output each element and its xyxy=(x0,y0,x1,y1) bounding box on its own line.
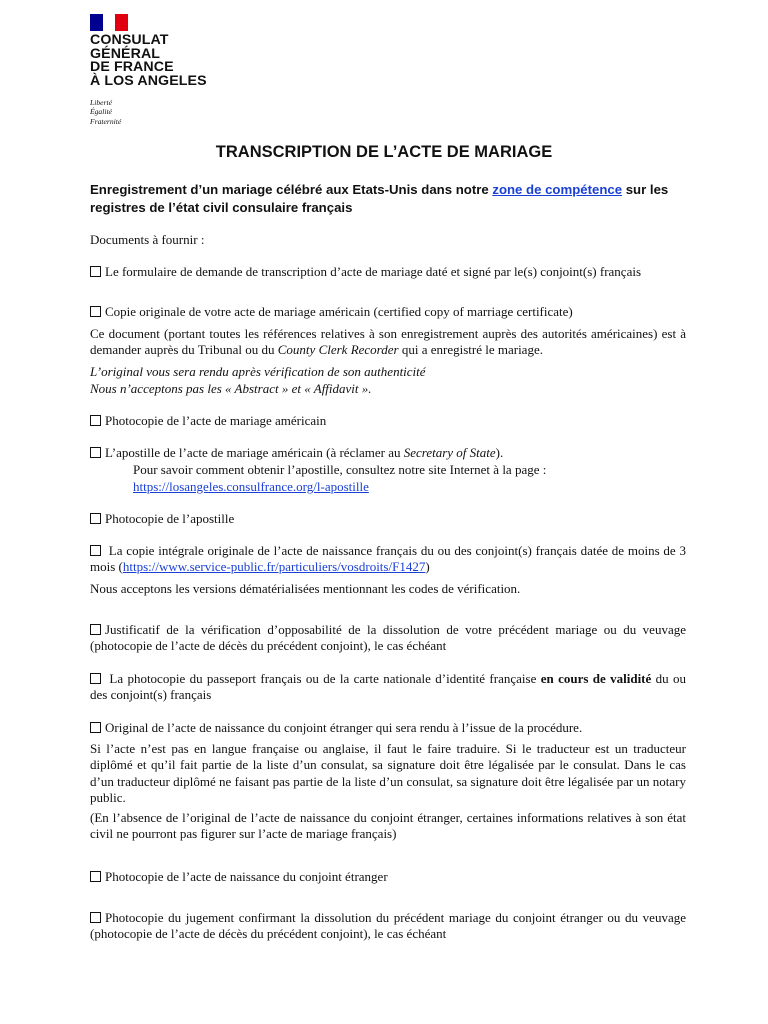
item-photocopie-acte-mariage xyxy=(90,413,686,429)
flag-red xyxy=(115,14,128,31)
item-acte-naissance-etranger-description: Si l’acte n’est pas en langue française ou anglaise, il faut le faire traduire. Si le traducteur est un traducteur diplômé et qu’il fait partie de la liste d’un consulat, sa signature doit être légalisée par le consulat. Dans le cas d’un traducteur diplômé ne faisant pas partie de la liste d’un consulat, sa signature doit être légalisée par un notary public. xyxy=(90,741,686,806)
motto-fraternite: Fraternité xyxy=(90,116,122,126)
checkbox-icon[interactable] xyxy=(90,447,101,458)
item-text: La photocopie du passeport français ou de la carte nationale d’identité française xyxy=(109,671,541,686)
item-copie-originale-description xyxy=(90,326,686,359)
item-text: Copie originale de votre acte de mariage américain (certified copy of marriage certificate) xyxy=(105,304,573,319)
item-photocopie-apostille xyxy=(90,511,686,527)
item-photocopie-jugement xyxy=(90,910,686,943)
checkbox-icon[interactable] xyxy=(90,545,101,556)
desc-text-end: qui a enregistré le mariage. xyxy=(398,342,543,358)
item-text: Le formulaire de demande de transcription d’acte de mariage daté et signé par le(s) conjoint(s) français xyxy=(105,264,642,279)
item-emphasis: Secretary of State xyxy=(403,445,496,460)
item-bold: en cours de validité xyxy=(540,671,652,686)
item-text: Photocopie de l’acte de mariage américain xyxy=(105,413,327,428)
french-flag-logo xyxy=(90,14,128,31)
item-text: Photocopie de l’acte de naissance du conjoint étranger xyxy=(105,869,388,884)
org-line-4: À LOS ANGELES xyxy=(90,72,207,89)
documents-label: Documents à fournir : xyxy=(90,232,205,247)
item-photocopie-naissance-etranger xyxy=(90,869,686,885)
service-public-link[interactable]: https://www.service-public.fr/particuliers/vosdroits/F1427 xyxy=(122,559,426,575)
item-formulaire xyxy=(90,264,686,280)
desc-text: Ce document (portant toutes les références relatives à son enregistrement auprès des autorités américaines) est à demander auprès du Tribunal ou du xyxy=(90,326,686,358)
item-copie-note-1: L’original vous sera rendu après vérification de son authenticité xyxy=(90,364,426,379)
checkbox-icon[interactable] xyxy=(90,415,101,426)
item-copie-originale xyxy=(90,304,686,320)
item-copie-integrale xyxy=(90,543,686,576)
org-line-2: GÉNÉRAL xyxy=(90,45,161,62)
item-text: Original de l’acte de naissance du conjoint étranger qui sera rendu à l’issue de la procédure. xyxy=(105,720,583,735)
motto xyxy=(90,98,121,126)
checkbox-icon[interactable] xyxy=(90,722,101,733)
item-text: La copie intégrale originale de l’acte de naissance français du ou des conjoint(s) français datée de moins de 3 mois ( xyxy=(90,543,686,575)
item-passeport xyxy=(90,671,686,704)
zone-competence-link[interactable]: zone de compétence xyxy=(492,182,623,197)
apostille-link[interactable]: https://losangeles.consulfrance.org/l-apostille xyxy=(133,479,369,494)
checkbox-icon[interactable] xyxy=(90,673,101,684)
item-text: Justificatif de la vérification d’opposabilité de la dissolution de votre précédent mariage ou du veuvage (photocopie de l’acte de décès du précédent conjoint), le cas échéant xyxy=(90,622,686,654)
checkbox-icon[interactable] xyxy=(90,266,101,277)
item-text-end: ) xyxy=(425,559,430,575)
desc-emphasis: County Clerk Recorder xyxy=(277,342,399,358)
item-text: Photocopie du jugement confirmant la dissolution du précédent mariage du conjoint étranger ou du veuvage (photocopie de l’acte de décès du précédent conjoint), le cas échéant xyxy=(90,910,686,942)
checkbox-icon[interactable] xyxy=(90,306,101,317)
item-acte-naissance-etranger xyxy=(90,720,686,736)
item-apostille xyxy=(90,445,686,461)
item-text: Photocopie de l’apostille xyxy=(105,511,235,526)
motto-liberte: Liberté xyxy=(90,98,112,107)
item-apostille-link-line xyxy=(90,479,729,495)
motto-egalite: Égalité xyxy=(90,107,112,117)
flag-blue xyxy=(90,14,103,31)
item-text-end: ). xyxy=(495,445,504,460)
checkbox-icon[interactable] xyxy=(90,871,101,882)
organization-name xyxy=(90,34,207,88)
item-justificatif xyxy=(90,622,686,655)
item-acte-naissance-etranger-note: (En l’absence de l’original de l’acte de naissance du conjoint étranger, certaines informations relatives à son état civil ne pourront pas figurer sur l’acte de mariage français) xyxy=(90,810,686,842)
item-copie-note-2: Nous n’acceptons pas les « Abstract » et « Affidavit ». xyxy=(90,381,372,396)
subtitle-text-2: sur les registres de l’état civil consulaire français xyxy=(90,182,669,215)
checkbox-icon[interactable] xyxy=(90,912,101,923)
item-text: L’apostille de l’acte de mariage américain (à réclamer au xyxy=(105,445,404,460)
subtitle-text-1: Enregistrement d’un mariage célébré aux Etats-Unis dans notre xyxy=(90,182,493,197)
checkbox-icon[interactable] xyxy=(90,624,101,635)
flag-white xyxy=(103,14,116,31)
item-text-end: du ou des conjoint(s) français xyxy=(90,671,687,703)
org-line-1: CONSULAT xyxy=(90,32,169,48)
page-title: TRANSCRIPTION DE L’ACTE DE MARIAGE xyxy=(215,143,553,161)
checkbox-icon[interactable] xyxy=(90,513,101,524)
item-apostille-description: Pour savoir comment obtenir l’apostille, consultez notre site Internet à la page : xyxy=(133,462,547,477)
org-line-3: DE FRANCE xyxy=(90,59,174,76)
subtitle xyxy=(90,181,690,217)
item-copie-integrale-description: Nous acceptons les versions dématérialisées mentionnant les codes de vérification. xyxy=(90,581,521,596)
